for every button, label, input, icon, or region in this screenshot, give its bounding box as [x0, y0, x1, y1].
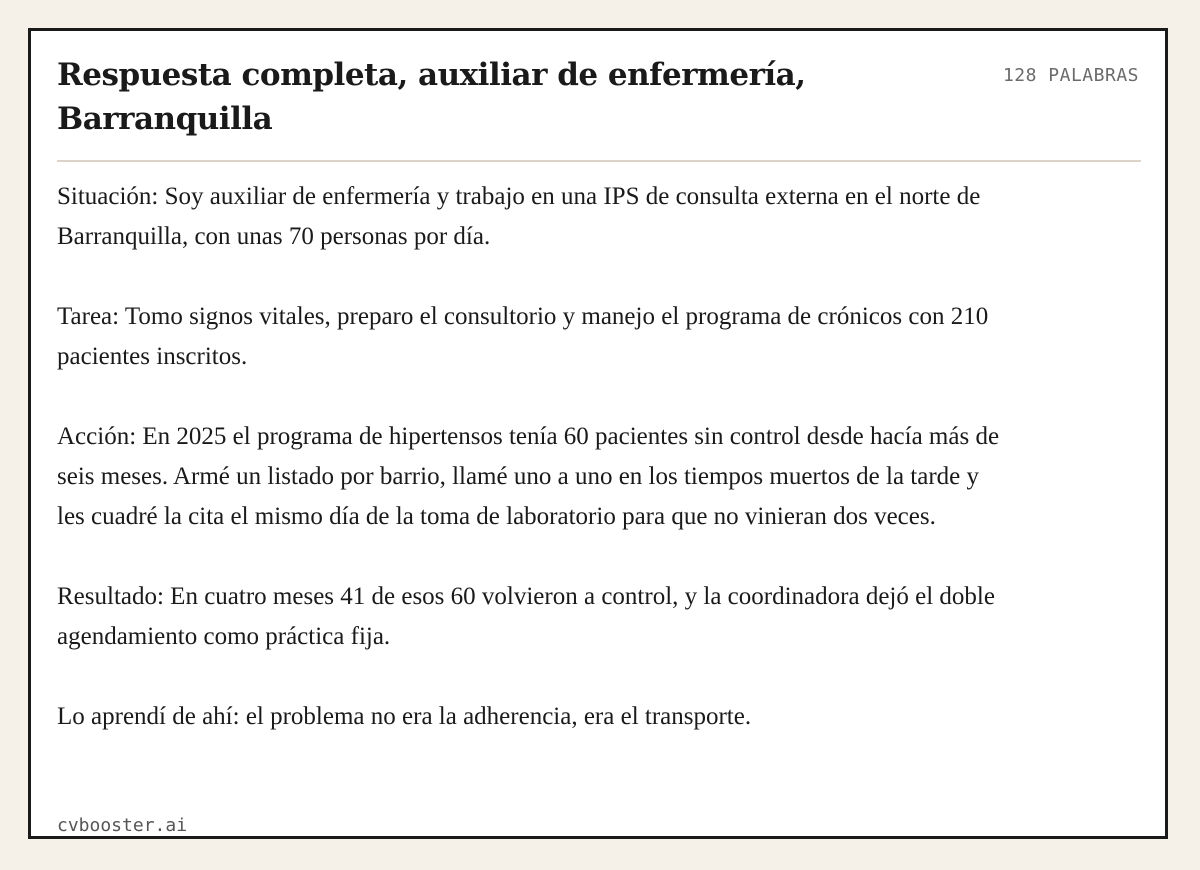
brand-footer: cvbooster.ai — [57, 815, 188, 836]
paragraph-resultado: Resultado: En cuatro meses 41 de esos 60 volvieron a control, y la coordinadora dejó el doble agendamiento como práctica fija. — [57, 583, 995, 650]
paragraph-situacion: Situación: Soy auxiliar de enfermería y trabajo en una IPS de consulta externa en el norte de Barranquilla, con unas 70 personas por día. — [57, 183, 981, 250]
paragraph-aprendizaje: Lo aprendí de ahí: el problema no era la adherencia, era el transporte. — [57, 703, 752, 730]
paragraph-accion: Acción: En 2025 el programa de hipertensos tenía 60 pacientes sin control desde hacía más de seis meses. Armé un listado por barrio, llamé uno a uno en los tiempos muertos de la tarde y les cuadré la cita el mismo día de la toma de laboratorio para que no vinieran dos veces. — [57, 423, 1000, 530]
card-header — [57, 53, 1139, 163]
word-count-badge: 128 PALABRAS — [1002, 65, 1139, 86]
answer-body — [57, 177, 1007, 737]
header-divider — [57, 160, 1141, 162]
paragraph-tarea: Tarea: Tomo signos vitales, preparo el consultorio y manejo el programa de crónicos con 210 pacientes inscritos. — [57, 303, 989, 370]
answer-card — [28, 28, 1168, 839]
card-title: Respuesta completa, auxiliar de enfermería, Barranquilla — [57, 57, 806, 137]
